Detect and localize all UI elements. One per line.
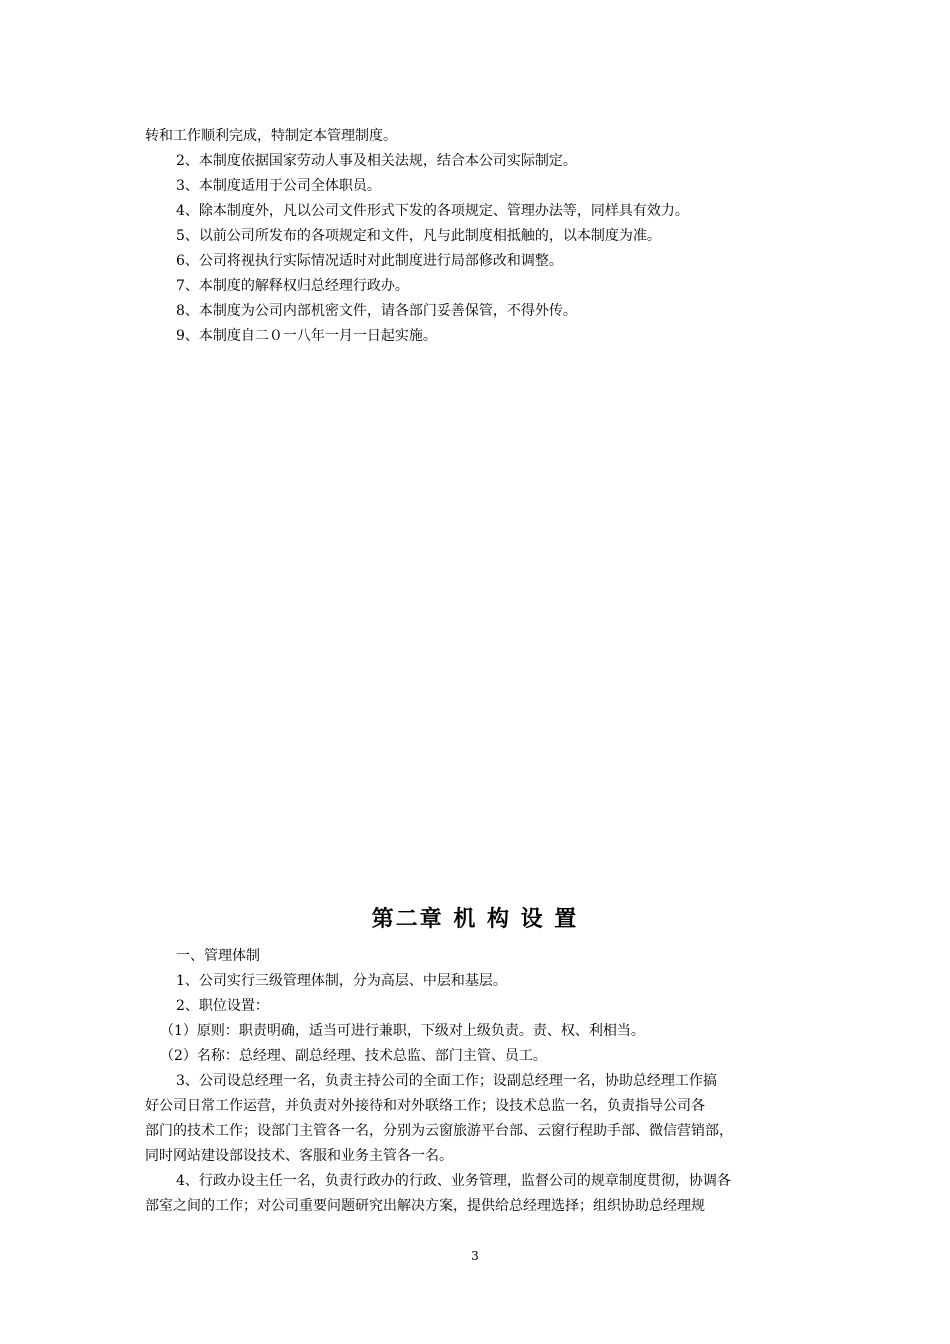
list-item: 5、以前公司所发布的各项规定和文件，凡与此制度相抵触的，以本制度为准。 [176,228,661,244]
list-item: （2）名称：总经理、副总经理、技术总监、部门主管、员工。 [160,1048,547,1064]
paragraph-line: 部门的技术工作；设部门主管各一名，分别为云窗旅游平台部、云窗行程助手部、微信营销部， [145,1123,733,1139]
list-item: 2、本制度依据国家劳动人事及相关法规，结合本公司实际制定。 [176,153,577,169]
paragraph-line: 转和工作顺利完成，特制定本管理制度。 [145,128,397,144]
list-item: 3、本制度适用于公司全体职员。 [176,178,381,194]
list-item: 6、公司将视执行实际情况适时对此制度进行局部修改和调整。 [176,253,563,269]
paragraph-line: 部室之间的工作；对公司重要问题研究出解决方案，提供给总经理选择；组织协助总经理规 [145,1198,705,1214]
list-item: 4、除本制度外，凡以公司文件形式下发的各项规定、管理办法等，同样具有效力。 [176,203,689,219]
list-item: 1、公司实行三级管理体制，分为高层、中层和基层。 [176,973,507,989]
paragraph-line: 好公司日常工作运营，并负责对外接待和对外联络工作；设技术总监一名，负责指导公司各 [145,1098,705,1114]
paragraph-line: 4、行政办设主任一名，负责行政办的行政、业务管理，监督公司的规章制度贯彻，协调各 [176,1173,731,1189]
chapter-title: 第二章 机 构 设 置 [371,907,579,932]
list-item: 8、本制度为公司内部机密文件，请各部门妥善保管，不得外传。 [176,303,577,319]
list-item: 7、本制度的解释权归总经理行政办。 [176,278,409,294]
page-number: 3 [471,1249,479,1263]
section-heading: 一、管理体制 [176,948,260,964]
paragraph-line: 同时网站建设部设技术、客服和业务主管各一名。 [145,1148,453,1164]
list-item: 9、本制度自二０一八年一月一日起实施。 [176,328,437,344]
list-item: 2、职位设置： [176,998,269,1014]
list-item: （1）原则：职责明确，适当可进行兼职，下级对上级负责。责、权、利相当。 [160,1023,645,1039]
paragraph-line: 3、公司设总经理一名，负责主持公司的全面工作；设副总经理一名，协助总经理工作搞 [176,1073,717,1089]
